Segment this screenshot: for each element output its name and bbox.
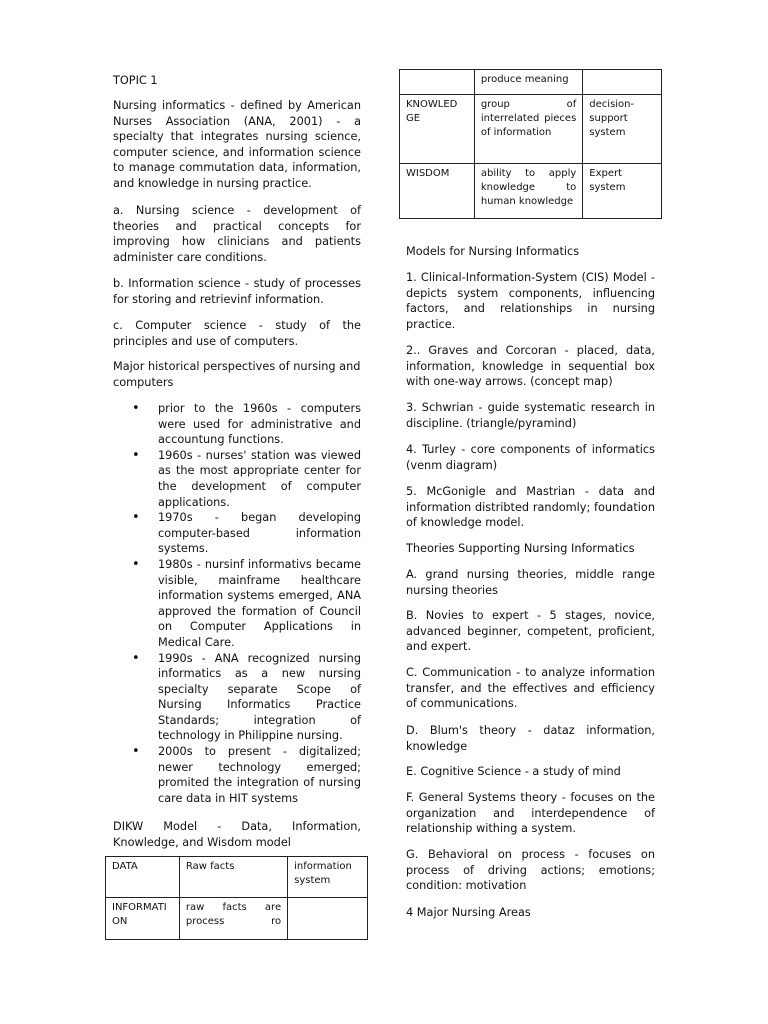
model-item: 3. Schwrian - guide systematic research in discipline. (triangle/pyramind) bbox=[406, 401, 655, 430]
theory-item: E. Cognitive Science - a study of mind bbox=[406, 765, 621, 778]
theory-item: C. Communication - to analyze information transfer, and the effectives and efficiency of communications. bbox=[406, 666, 655, 711]
table-row bbox=[400, 70, 662, 95]
definition-paragraph: Nursing informatics - defined by American Nurses Association (ANA, 2001) - a specialty that integrates nursing science, computer science, and information science to manage commutation data, information, and knowledge in nursing practice. bbox=[113, 99, 361, 190]
theory-item: B. Novies to expert - 5 stages, novice, advanced beginner, competent, proficient, and expert. bbox=[406, 609, 655, 654]
table-cell: raw facts are process ro bbox=[179, 898, 287, 940]
history-item: • 1970s - began developing computer-based information systems. bbox=[113, 510, 361, 557]
model-item: 2.. Graves and Corcoran - placed, data, information, knowledge in sequential box with one-way arrows. (concept map) bbox=[406, 344, 655, 389]
table-row bbox=[400, 95, 662, 164]
models-heading: Models for Nursing Informatics bbox=[406, 245, 580, 258]
theory-item: F. General Systems theory - focuses on the organization and interdependence of relationship withing a system. bbox=[406, 791, 655, 836]
table-cell: DATA bbox=[106, 857, 180, 898]
dikw-table-part-2 bbox=[399, 69, 662, 219]
table-row bbox=[106, 857, 368, 898]
dikw-table-part-1 bbox=[105, 856, 368, 940]
theories-heading: Theories Supporting Nursing Informatics bbox=[406, 542, 635, 555]
table-cell: WISDOM bbox=[400, 164, 475, 219]
model-item: 5. McGonigle and Mastrian - data and information distribted randomly; foundation of knowledge model. bbox=[406, 485, 655, 530]
table-cell: group of interrelated pieces of information bbox=[474, 95, 582, 164]
table-cell: Raw facts bbox=[179, 857, 287, 898]
dikw-heading: DIKW Model - Data, Information, Knowledge, and Wisdom model bbox=[113, 820, 361, 849]
table-cell bbox=[400, 70, 475, 95]
history-list bbox=[113, 401, 361, 806]
history-heading: Major historical perspectives of nursing and computers bbox=[113, 360, 361, 389]
information-science-item: b. Information science - study of processes for storing and retrievinf information. bbox=[113, 277, 361, 306]
table-cell: information system bbox=[288, 857, 368, 898]
computer-science-item: c. Computer science - study of the principles and use of computers. bbox=[113, 319, 361, 348]
history-item: • 1980s - nursinf informativs became visible, mainframe healthcare information systems emerged, ANA approved the formation of Council on Computer Applications in Medical Care. bbox=[113, 557, 361, 651]
history-item: • 1960s - nurses' station was viewed as the most appropriate center for the development of computer applications. bbox=[113, 448, 361, 510]
model-item: 1. Clinical-Information-System (CIS) Model - depicts system components, influencing factors, and relationships in nursing practice. bbox=[406, 271, 655, 331]
nursing-science-item: a. Nursing science - development of theories and practical concepts for improving how clinicians and patients administer care conditions. bbox=[113, 204, 361, 264]
theory-item: G. Behavioral on process - focuses on process of driving actions; emotions; condition: motivation bbox=[406, 848, 655, 893]
table-cell bbox=[583, 70, 662, 95]
table-cell: decision-support system bbox=[583, 95, 662, 164]
theory-item: D. Blum's theory - dataz information, knowledge bbox=[406, 724, 655, 753]
topic-heading: TOPIC 1 bbox=[113, 74, 158, 87]
table-cell bbox=[288, 898, 368, 940]
table-cell: KNOWLED GE bbox=[400, 95, 475, 164]
table-row bbox=[400, 164, 662, 219]
table-row bbox=[106, 898, 368, 940]
table-cell: Expert system bbox=[583, 164, 662, 219]
history-item: • 2000s to present - digitalized; newer technology emerged; promited the integration of nursing care data in HIT systems bbox=[113, 744, 361, 806]
table-cell: INFORMATI ON bbox=[106, 898, 180, 940]
table-cell: produce meaning bbox=[474, 70, 582, 95]
table-cell: ability to apply knowledge to human knowledge bbox=[474, 164, 582, 219]
model-item: 4. Turley - core components of informatics (venm diagram) bbox=[406, 443, 655, 472]
nursing-areas-heading: 4 Major Nursing Areas bbox=[406, 906, 531, 919]
history-item: • prior to the 1960s - computers were used for administrative and accountung functions. bbox=[113, 401, 361, 448]
history-item: • 1990s - ANA recognized nursing informatics as a new nursing specialty separate Scope of Nursing Informatics Practice Standards; integration of technology in Philippine nursing. bbox=[113, 651, 361, 745]
theory-item: A. grand nursing theories, middle range nursing theories bbox=[406, 568, 655, 597]
